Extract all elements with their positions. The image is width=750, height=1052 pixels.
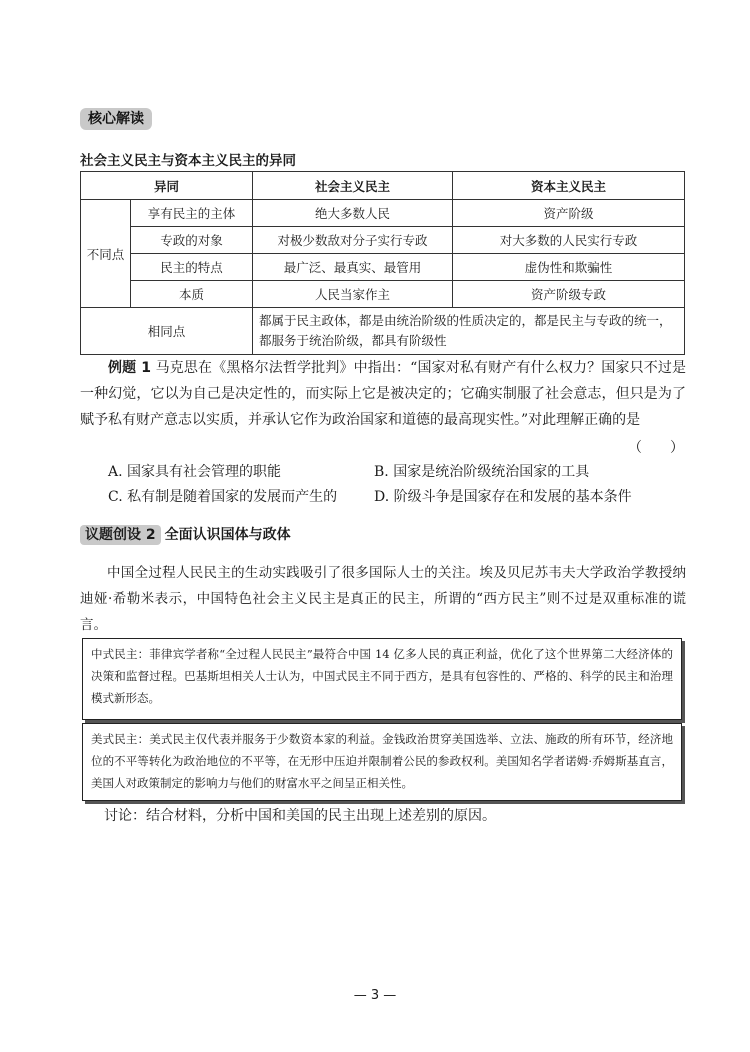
- aspect-cell: 专政的对象: [131, 227, 253, 254]
- answer-parentheses: （ ）: [628, 440, 684, 456]
- material-box-chinese-democracy: 中式民主：菲律宾学者称“全过程人民民主”最符合中国 14 亿多人民的真正利益，优化了这个世界第二大经济体的决策和监督过程。巴基斯坦相关人士认为，中国式民主不同于西方，是具有包容性的、严格的、科学的民主和治理模式新形态。: [82, 638, 682, 720]
- topic-intro: 中国全过程人民民主的生动实践吸引了很多国际人士的关注。埃及贝尼苏韦夫大学政治学教授纳迪娅·希勒米表示，中国特色社会主义民主是真正的民主，所谓的“西方民主”则不过是双重标准的谎言。: [80, 565, 686, 633]
- option-b: B. 国家是统治阶级统治国家的工具: [374, 464, 590, 480]
- example-text: 马克思在《黑格尔法哲学批判》中指出：“国家对私有财产有什么权力？国家只不过是一种幻觉，它以为自己是决定性的，而实际上它是被决定的；它确实制服了社会意志，但只是为了赋予私有财产意志以实质，并承认它作为政治国家和道德的最高现实性。”对此理解正确的是: [80, 360, 686, 428]
- comparison-table: [80, 171, 685, 355]
- socialist-cell: 绝大多数人民: [253, 200, 453, 227]
- aspect-cell: 本质: [131, 281, 253, 308]
- common-text-cell: 都属于民主政体，都是由统治阶级的性质决定的，都是民主与专政的统一，都服务于统治阶级，都具有阶级性: [253, 308, 685, 355]
- capitalist-cell: 虚伪性和欺骗性: [453, 254, 685, 281]
- table-row-common: [81, 308, 685, 355]
- diff-label-cell: 不同点: [81, 200, 131, 308]
- table-row: [81, 254, 685, 281]
- table-row: [81, 227, 685, 254]
- section-tag-core-reading: 核心解读: [80, 108, 152, 130]
- socialist-cell: 对极少数敌对分子实行专政: [253, 227, 453, 254]
- table-header-row: [81, 172, 685, 200]
- capitalist-cell: 资产阶级: [453, 200, 685, 227]
- aspect-cell: 享有民主的主体: [131, 200, 253, 227]
- option-d: D. 阶级斗争是国家存在和发展的基本条件: [374, 489, 632, 505]
- discussion-prompt: 讨论：结合材料，分析中国和美国的民主出现上述差别的原因。: [104, 808, 496, 824]
- capitalist-cell: 资产阶级专政: [453, 281, 685, 308]
- socialist-cell: 人民当家作主: [253, 281, 453, 308]
- page-number: — 3 —: [353, 988, 397, 1003]
- table-row: [81, 200, 685, 227]
- header-cell: 社会主义民主: [253, 172, 453, 200]
- capitalist-cell: 对大多数的人民实行专政: [453, 227, 685, 254]
- header-cell: 资本主义民主: [453, 172, 685, 200]
- aspect-cell: 民主的特点: [131, 254, 253, 281]
- table-row: [81, 281, 685, 308]
- example-question: [80, 355, 686, 433]
- option-c: C. 私有制是随着国家的发展而产生的: [108, 489, 338, 505]
- socialist-cell: 最广泛、最真实、最管用: [253, 254, 453, 281]
- common-label-cell: 相同点: [81, 308, 253, 355]
- topic-heading: [80, 524, 291, 545]
- option-a: A. 国家具有社会管理的职能: [108, 464, 282, 480]
- material-box-american-democracy: 美式民主：美式民主仅代表并服务于少数资本家的利益。金钱政治贯穿美国选举、立法、施政的所有环节，经济地位的不平等转化为政治地位的不平等，在无形中压迫并限制着公民的参政权利。美国知名学者诺姆·乔姆斯基直言，美国人对政策制定的影响力与他们的财富水平之间呈正相关性。: [82, 723, 682, 801]
- topic-label: 议题创设 2: [80, 525, 161, 545]
- example-label: 例题 1: [108, 360, 152, 376]
- topic-title: 全面认识国体与政体: [164, 527, 291, 543]
- header-cell: 异同: [81, 172, 253, 200]
- table-title: 社会主义民主与资本主义民主的异同: [80, 153, 296, 169]
